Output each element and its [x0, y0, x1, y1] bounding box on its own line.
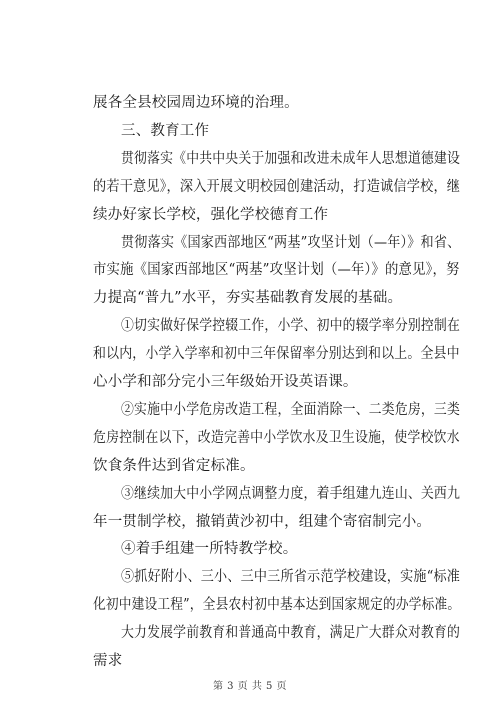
text-line: 心小学和部分完小三年级始开设英语课。: [93, 374, 358, 390]
text-line: 续办好家长学校，强化学校德育工作: [93, 207, 329, 223]
list-item-4: ④着手组建一所特教学校。: [121, 541, 298, 557]
page-number-footer: 第 3 页 共 5 页: [212, 681, 288, 692]
text-line: 展各全县校园周边环境的治理。: [93, 95, 299, 111]
text-line: 贯彻落实《国家西部地区“两基”攻坚计划（—年）》和省、: [121, 235, 461, 251]
text-line: 市实施《国家西部地区“两基”攻坚计划（—年）》的意见》，努: [93, 262, 460, 278]
text-line: 年一贯制学校，撤销黄沙初中，组建个寄宿制完小。: [93, 514, 432, 530]
text-line: 大力发展学前教育和普通高中教育，满足广大群众对教育的: [121, 625, 461, 641]
text-line: 危房控制在以下，改造完善中小学饮水及卫生设施，使学校饮水: [93, 430, 460, 446]
list-item-5: ⑤抓好附小、三小、三中三所省示范学校建设，实施“标准: [121, 569, 461, 585]
list-item-3: ③继续加大中小学网点调整力度，着手组建九连山、关西九: [121, 486, 461, 502]
text-line: 需求: [93, 653, 123, 669]
text-line: 饮食条件达到省定标准。: [93, 458, 255, 474]
text-line: 贯彻落实《中共中央关于加强和改进未成年人思想道德建设: [121, 151, 461, 167]
text-line: 力提高“普九”水平，夯实基础教育发展的基础。: [93, 290, 403, 306]
text-line: 化初中建设工程”，全县农村初中基本达到国家规定的办学标准。: [93, 597, 461, 613]
section-heading: 三、教育工作: [121, 123, 210, 139]
list-item-2: ②实施中小学危房改造工程，全面消除一、二类危房，三类: [121, 402, 461, 418]
list-item-1: ①切实做好保学控辍工作，小学、初中的辍学率分别控制在: [121, 318, 461, 334]
text-line: 和以内，小学入学率和初中三年保留率分别达到和以上。全县中: [93, 346, 460, 362]
text-line: 的若干意见》，深入开展文明校园创建活动，打造诚信学校，继: [93, 179, 461, 195]
